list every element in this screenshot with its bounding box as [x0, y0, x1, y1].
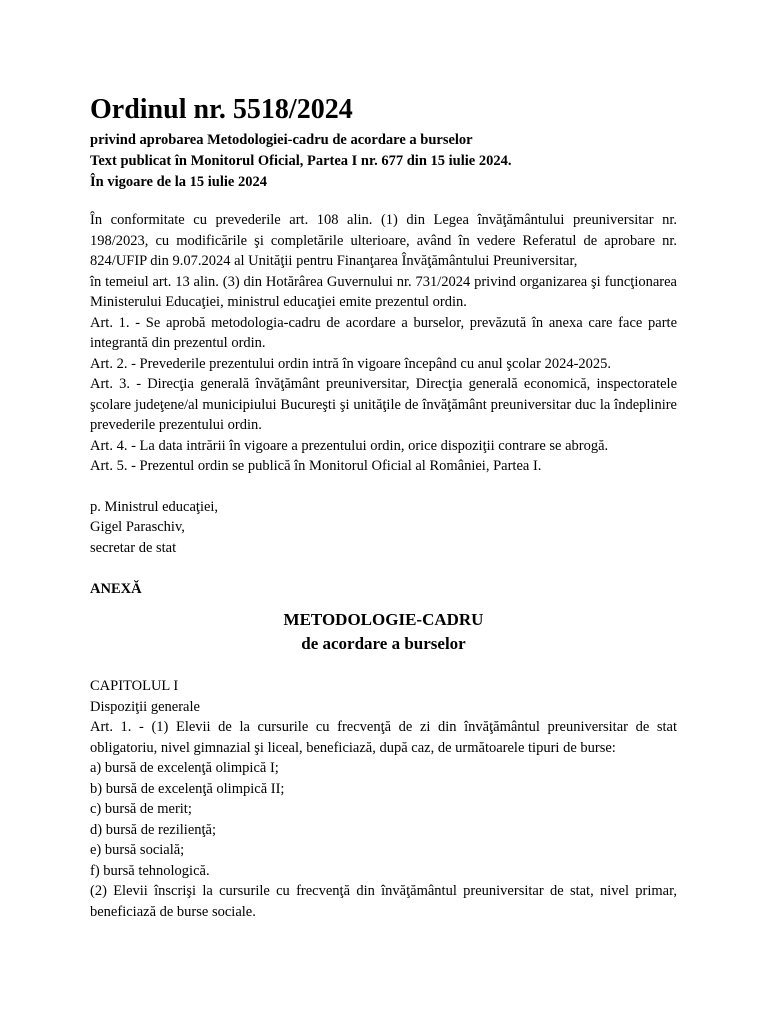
article-4: Art. 4. - La data intrării în vigoare a prezentului ordin, orice dispoziţii contrare se abrogă. [90, 437, 609, 454]
list-item: a) bursă de excelenţă olimpică I; [90, 760, 279, 776]
annex-article-1-paragraph-2: (2) Elevii înscrişi la cursurile cu frecvenţă din învăţământul preuniversitar de stat, nivel primar, beneficiază de burse sociale. [90, 883, 677, 920]
article-3: Art. 3. - Direcţia generală învăţământ preuniversitar, Direcţia generală economică, inspectoratele şcolare judeţene/al municipiului Bucureşti şi unităţile de învăţământ preuniversitar duc la îndeplinire prevederile prezentului ordin. [90, 376, 677, 433]
preamble-paragraph-1: În conformitate cu prevederile art. 108 alin. (1) din Legea învăţământului preuniversitar nr. 198/2023, cu modificările şi completările ulterioare, având în vedere Referatul de aprobare nr. 824/UFIP din 9.07.2024 al Unităţii pentru Finanţarea Învăţământului Preuniversitar, [90, 212, 677, 269]
preamble-paragraph-2: în temeiul art. 13 alin. (3) din Hotărârea Guvernului nr. 731/2024 privind organizarea şi funcţionarea Ministerului Educaţiei, ministrul educaţiei emite prezentul ordin. [90, 273, 677, 310]
list-item: c) bursă de merit; [90, 801, 192, 817]
annex-title: METODOLOGIE-CADRU [283, 610, 484, 629]
article-1: Art. 1. - Se aprobă metodologia-cadru de acordare a burselor, prevăzută în anexa care face parte integrantă din prezentul ordin. [90, 314, 677, 351]
signature-line-1: p. Ministrul educaţiei, [90, 498, 219, 515]
in-force-note: În vigoare de la 15 iulie 2024 [90, 174, 267, 190]
annex-label: ANEXĂ [90, 581, 142, 597]
list-item: d) bursă de rezilienţă; [90, 821, 217, 838]
article-5: Art. 5. - Prezentul ordin se publică în Monitorul Oficial al României, Partea I. [90, 458, 542, 474]
publication-note: Text publicat în Monitorul Oficial, Partea I nr. 677 din 15 iulie 2024. [90, 153, 512, 169]
document-subtitle: privind aprobarea Metodologiei-cadru de acordare a burselor [90, 132, 473, 148]
signature-role: secretar de stat [90, 539, 177, 556]
chapter-heading: CAPITOLUL I [90, 678, 179, 694]
article-2: Art. 2. - Prevederile prezentului ordin intră în vigoare începând cu anul şcolar 2024-2025. [90, 355, 612, 372]
document-title: Ordinul nr. 5518/2024 [90, 94, 353, 125]
document-page [90, 93, 677, 922]
list-item: b) bursă de excelenţă olimpică II; [90, 780, 285, 797]
list-item: e) bursă socială; [90, 842, 185, 858]
signature-name: Gigel Paraschiv, [90, 519, 185, 535]
annex-article-1-intro: Art. 1. - (1) Elevii de la cursurile cu frecvenţă de zi din învăţământul preuniversitar de stat obligatoriu, nivel gimnazial şi liceal, beneficiază, după caz, de următoarele tipuri de burse: [90, 719, 677, 756]
annex-subtitle: de acordare a burselor [301, 634, 466, 653]
chapter-title: Dispoziţii generale [90, 698, 200, 715]
list-item: f) bursă tehnologică. [90, 862, 210, 879]
